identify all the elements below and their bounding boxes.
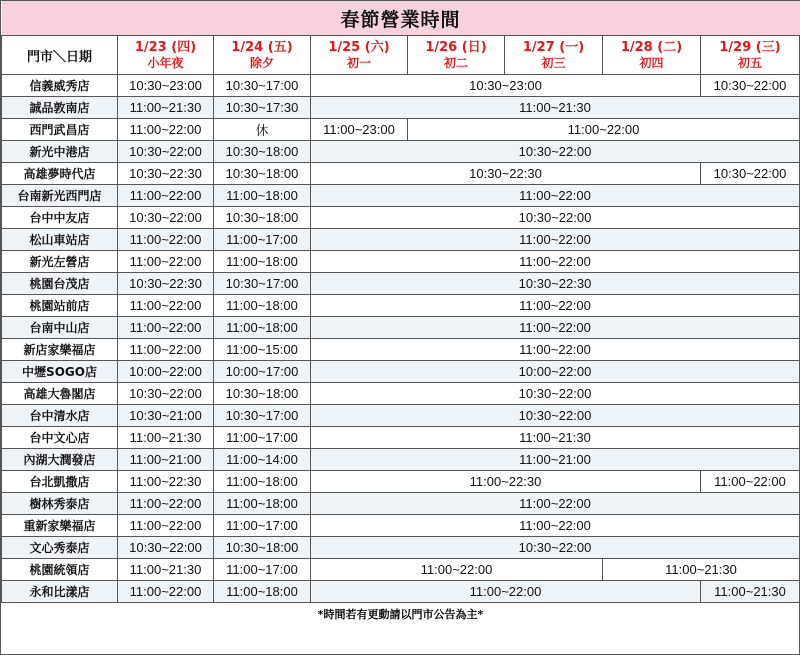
hours-cell: 11:00~22:00 — [408, 119, 800, 141]
store-name: 松山車站店 — [2, 229, 118, 251]
hours-cell: 10:30~17:00 — [214, 405, 311, 427]
store-row — [2, 427, 800, 449]
hours-cell: 11:00~17:00 — [214, 515, 311, 537]
day-header — [408, 36, 505, 75]
store-row — [2, 361, 800, 383]
store-name: 文心秀泰店 — [2, 537, 118, 559]
hours-cell: 11:00~22:00 — [118, 317, 214, 339]
hours-cell: 10:30~18:00 — [214, 207, 311, 229]
hours-cell: 10:30~22:00 — [311, 537, 800, 559]
store-row — [2, 97, 800, 119]
hours-cell: 10:30~22:00 — [311, 207, 800, 229]
hours-cell: 10:30~22:30 — [118, 273, 214, 295]
hours-cell: 10:30~17:30 — [214, 97, 311, 119]
hours-cell: 11:00~23:00 — [311, 119, 408, 141]
hours-cell: 11:00~18:00 — [214, 295, 311, 317]
hours-cell: 11:00~22:00 — [311, 581, 701, 603]
hours-cell: 11:00~22:00 — [118, 581, 214, 603]
hours-cell: 10:30~22:00 — [118, 207, 214, 229]
store-row — [2, 163, 800, 185]
corner-label: 門市＼日期 — [2, 36, 118, 75]
hours-cell: 10:30~22:30 — [118, 163, 214, 185]
store-row — [2, 229, 800, 251]
store-name: 台中文心店 — [2, 427, 118, 449]
hours-cell: 10:30~18:00 — [214, 163, 311, 185]
day-header — [311, 36, 408, 75]
store-name: 新光左營店 — [2, 251, 118, 273]
hours-cell: 11:00~21:00 — [311, 449, 800, 471]
hours-cell: 10:30~22:30 — [311, 273, 800, 295]
hours-table — [1, 1, 800, 625]
hours-cell: 11:00~22:30 — [118, 471, 214, 493]
hours-cell: 11:00~22:00 — [311, 493, 800, 515]
hours-cell: 10:30~22:00 — [311, 405, 800, 427]
store-name: 誠品敦南店 — [2, 97, 118, 119]
store-name: 桃園站前店 — [2, 295, 118, 317]
title-row — [2, 1, 800, 36]
hours-cell: 10:30~22:00 — [118, 383, 214, 405]
day-header — [214, 36, 311, 75]
day-label: 除夕 — [249, 55, 274, 70]
store-row — [2, 449, 800, 471]
hours-cell: 11:00~22:00 — [118, 119, 214, 141]
store-name: 台中清水店 — [2, 405, 118, 427]
store-row — [2, 581, 800, 603]
day-header — [505, 36, 603, 75]
hours-cell: 10:30~17:00 — [214, 273, 311, 295]
header-row — [2, 36, 800, 75]
store-name: 西門武昌店 — [2, 119, 118, 141]
hours-cell: 11:00~22:00 — [118, 295, 214, 317]
hours-cell: 11:00~22:00 — [118, 251, 214, 273]
day-date: 1/29 (三) — [719, 39, 781, 55]
hours-cell: 10:30~22:30 — [311, 163, 701, 185]
hours-cell: 10:30~18:00 — [214, 141, 311, 163]
hours-cell: 11:00~22:00 — [311, 515, 800, 537]
store-row — [2, 185, 800, 207]
hours-cell: 11:00~17:00 — [214, 427, 311, 449]
store-name: 新店家樂福店 — [2, 339, 118, 361]
hours-cell: 10:30~22:00 — [311, 141, 800, 163]
hours-cell: 10:30~23:00 — [311, 75, 701, 97]
hours-cell: 10:30~22:00 — [118, 537, 214, 559]
day-label: 初三 — [541, 55, 566, 70]
store-row — [2, 141, 800, 163]
hours-cell: 11:00~22:00 — [311, 559, 603, 581]
hours-cell: 10:00~22:00 — [311, 361, 800, 383]
day-date: 1/23 (四) — [134, 39, 197, 55]
hours-cell: 11:00~18:00 — [214, 251, 311, 273]
store-name: 重新家樂福店 — [2, 515, 118, 537]
hours-cell: 10:30~17:00 — [214, 75, 311, 97]
hours-cell: 11:00~14:00 — [214, 449, 311, 471]
hours-cell: 11:00~18:00 — [214, 581, 311, 603]
store-name: 中壢SOGO店 — [2, 361, 118, 383]
day-label: 小年夜 — [147, 55, 184, 70]
store-name: 台南新光西門店 — [2, 185, 118, 207]
day-header — [603, 36, 701, 75]
footnote-row — [2, 603, 800, 626]
store-row — [2, 317, 800, 339]
hours-cell: 11:00~21:30 — [311, 427, 800, 449]
hours-cell: 11:00~22:30 — [311, 471, 701, 493]
hours-cell: 11:00~15:00 — [214, 339, 311, 361]
hours-cell: 11:00~21:30 — [603, 559, 800, 581]
day-header — [118, 36, 214, 75]
store-name: 台北凱撒店 — [2, 471, 118, 493]
hours-cell: 10:30~22:00 — [311, 383, 800, 405]
hours-cell: 11:00~21:30 — [701, 581, 800, 603]
day-header — [701, 36, 800, 75]
store-name: 新光中港店 — [2, 141, 118, 163]
hours-cell: 11:00~17:00 — [214, 559, 311, 581]
hours-cell: 11:00~22:00 — [118, 493, 214, 515]
day-label: 初一 — [346, 55, 371, 70]
store-name: 樹林秀泰店 — [2, 493, 118, 515]
hours-cell: 10:30~22:00 — [118, 141, 214, 163]
hours-cell: 11:00~18:00 — [214, 493, 311, 515]
day-date: 1/24 (五) — [231, 39, 293, 55]
store-row — [2, 405, 800, 427]
store-row — [2, 383, 800, 405]
hours-cell: 11:00~22:00 — [701, 471, 800, 493]
hours-cell: 11:00~18:00 — [214, 317, 311, 339]
store-row — [2, 515, 800, 537]
hours-cell: 11:00~21:00 — [118, 449, 214, 471]
store-row — [2, 295, 800, 317]
hours-cell: 11:00~18:00 — [214, 471, 311, 493]
hours-cell: 11:00~21:30 — [311, 97, 800, 119]
day-date: 1/25 (六) — [328, 39, 390, 55]
store-row — [2, 119, 800, 141]
store-row — [2, 493, 800, 515]
hours-cell: 10:30~21:00 — [118, 405, 214, 427]
hours-cell: 11:00~21:30 — [118, 427, 214, 449]
hours-cell: 10:30~23:00 — [118, 75, 214, 97]
store-name: 台南中山店 — [2, 317, 118, 339]
page-title: 春節營業時間 — [2, 1, 800, 36]
hours-cell: 11:00~22:00 — [311, 229, 800, 251]
store-name: 桃園台茂店 — [2, 273, 118, 295]
hours-cell: 10:30~22:00 — [701, 163, 800, 185]
hours-cell: 11:00~21:30 — [118, 559, 214, 581]
store-row — [2, 339, 800, 361]
hours-cell: 11:00~22:00 — [311, 185, 800, 207]
store-row — [2, 273, 800, 295]
hours-cell: 11:00~22:00 — [311, 251, 800, 273]
store-name: 信義威秀店 — [2, 75, 118, 97]
store-row — [2, 537, 800, 559]
hours-cell: 11:00~17:00 — [214, 229, 311, 251]
store-name: 永和比漾店 — [2, 581, 118, 603]
hours-cell: 11:00~22:00 — [118, 515, 214, 537]
hours-cell: 11:00~21:30 — [118, 97, 214, 119]
store-name: 台中中友店 — [2, 207, 118, 229]
store-name: 內湖大潤發店 — [2, 449, 118, 471]
store-name: 高雄大魯閣店 — [2, 383, 118, 405]
hours-cell: 10:00~17:00 — [214, 361, 311, 383]
store-name: 高雄夢時代店 — [2, 163, 118, 185]
hours-cell: 休 — [214, 119, 311, 141]
day-date: 1/26 (日) — [425, 39, 487, 55]
day-date: 1/28 (二) — [620, 39, 683, 55]
hours-cell: 11:00~22:00 — [311, 339, 800, 361]
hours-cell: 11:00~22:00 — [118, 229, 214, 251]
day-label: 初二 — [443, 55, 468, 70]
day-date: 1/27 (一) — [522, 39, 585, 55]
hours-cell: 10:30~18:00 — [214, 537, 311, 559]
hours-cell: 10:00~22:00 — [118, 361, 214, 383]
hours-cell: 11:00~22:00 — [118, 339, 214, 361]
store-row — [2, 559, 800, 581]
store-name: 桃園統領店 — [2, 559, 118, 581]
store-row — [2, 207, 800, 229]
day-label: 初五 — [738, 55, 763, 70]
store-row — [2, 251, 800, 273]
hours-cell: 11:00~22:00 — [311, 295, 800, 317]
hours-cell: 10:30~22:00 — [701, 75, 800, 97]
store-row — [2, 75, 800, 97]
hours-cell: 11:00~18:00 — [214, 185, 311, 207]
day-label: 初四 — [639, 55, 664, 70]
footnote: *時間若有更動請以門市公告為主* — [2, 603, 800, 626]
hours-cell: 11:00~22:00 — [118, 185, 214, 207]
hours-cell: 11:00~22:00 — [311, 317, 800, 339]
store-row — [2, 471, 800, 493]
hours-cell: 10:30~18:00 — [214, 383, 311, 405]
